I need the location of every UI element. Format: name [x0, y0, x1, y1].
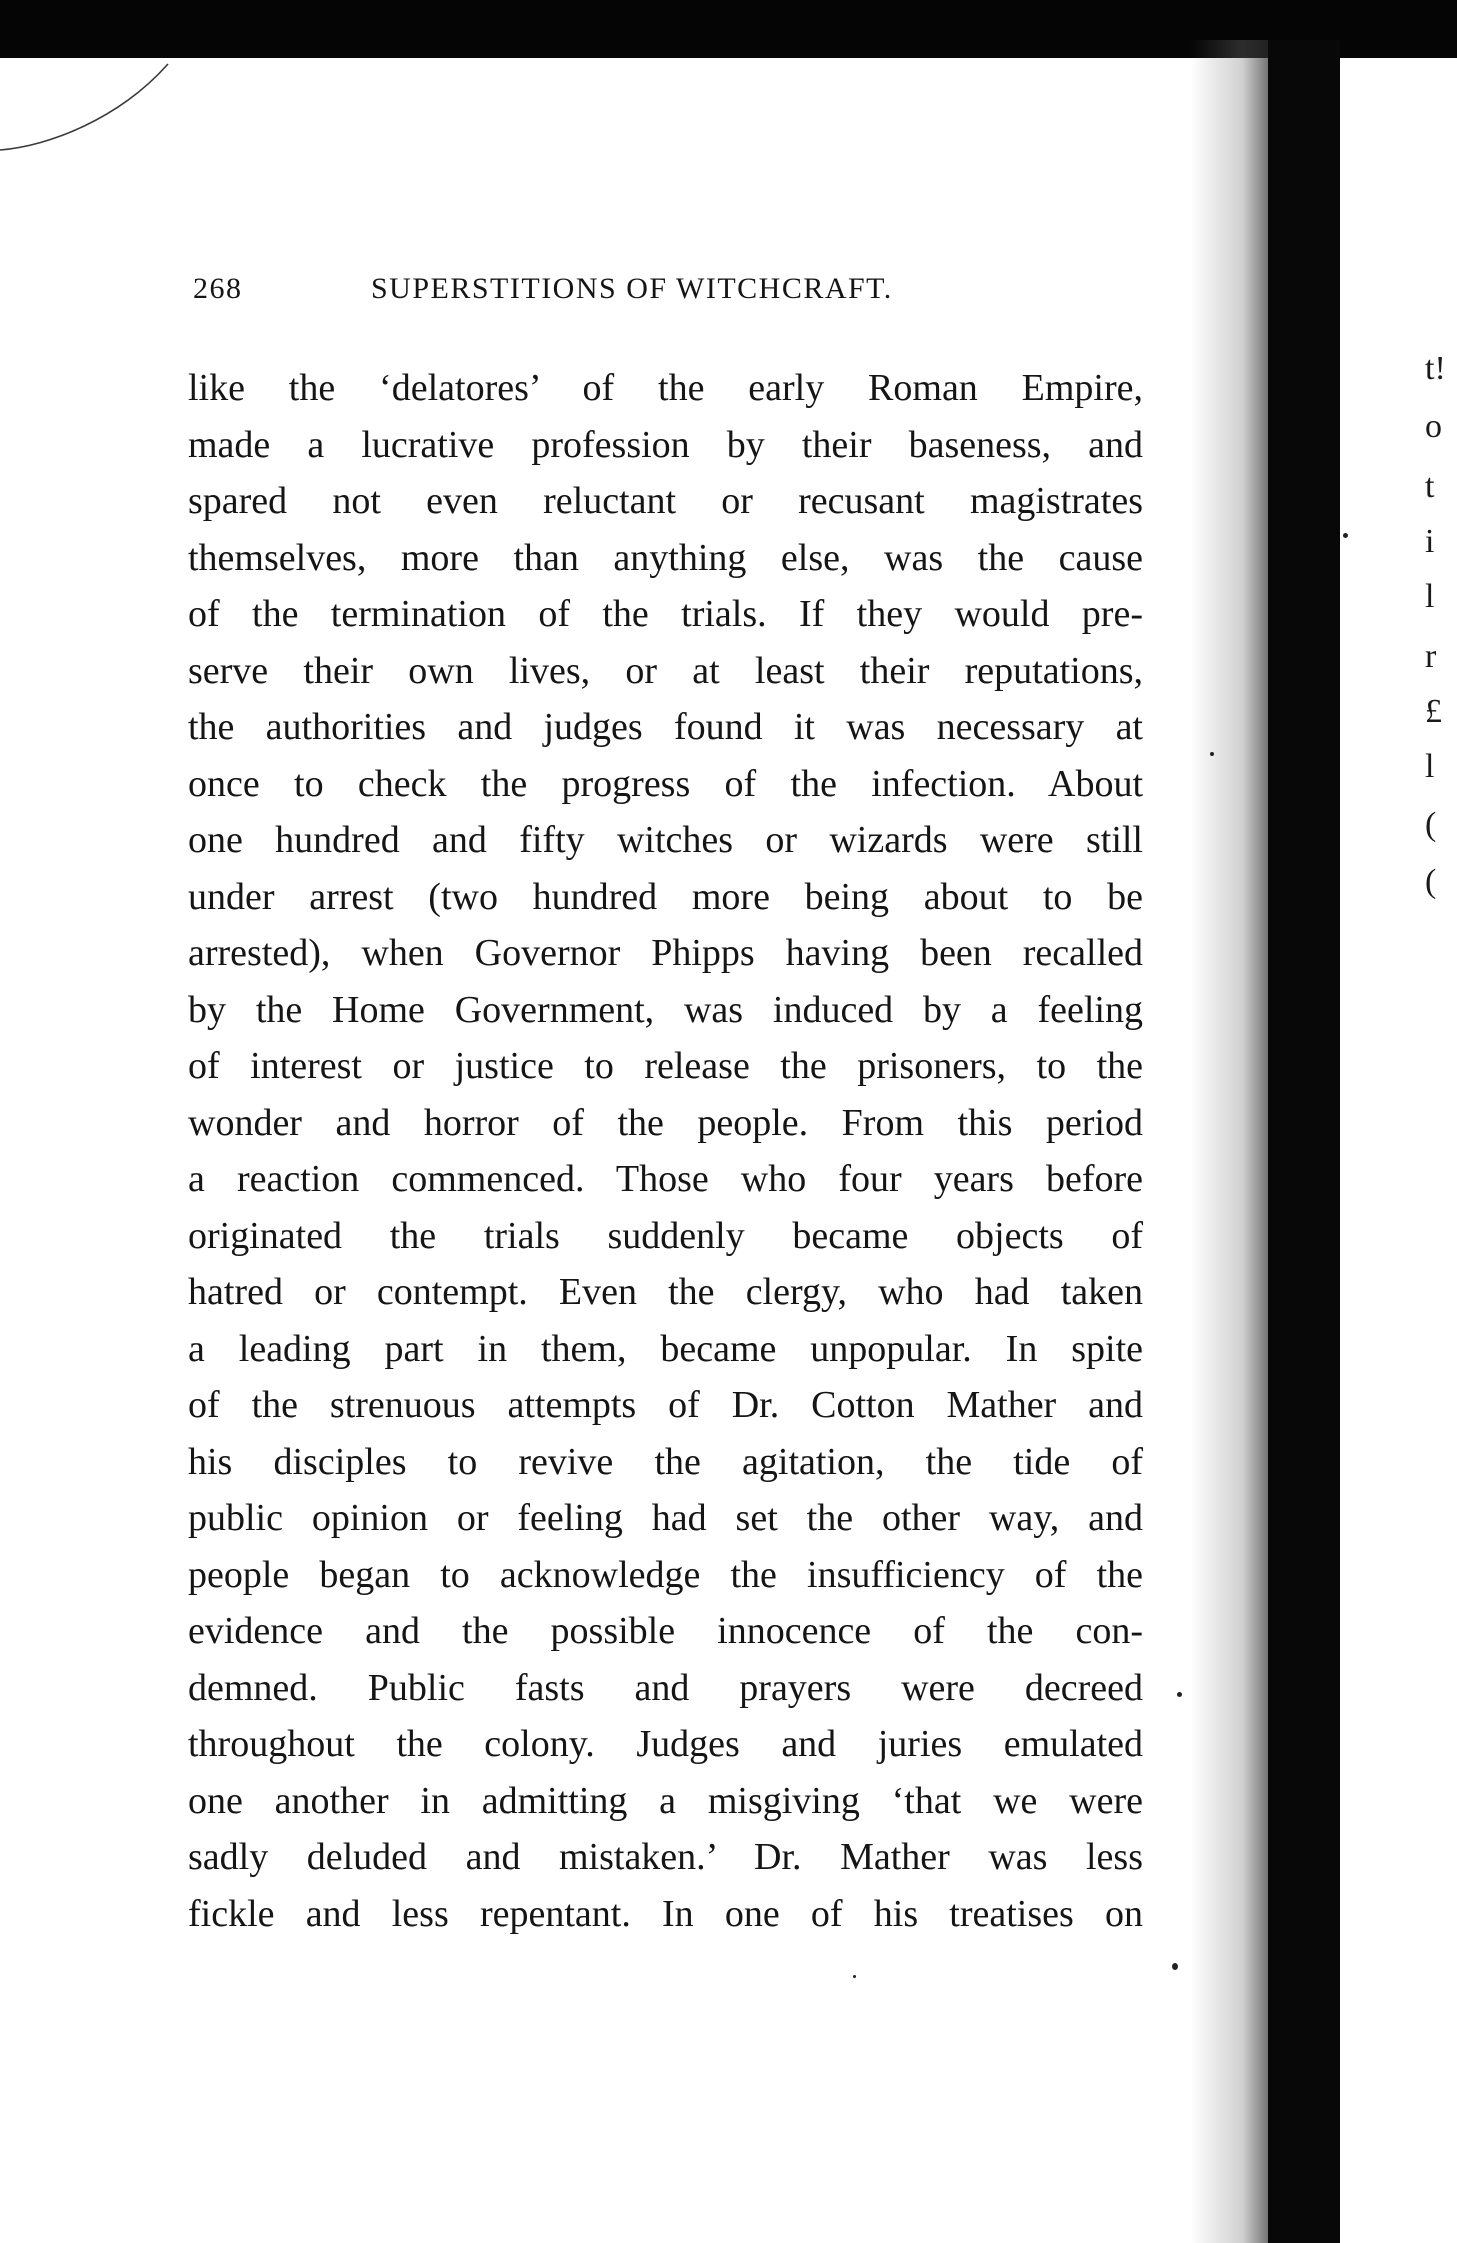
text-line: the authorities and judges found it was necessary at [188, 706, 1143, 748]
text-line: sadly deluded and mistaken.’ Dr. Mather was less [188, 1836, 1143, 1878]
text-line: originated the trials suddenly became objects of [188, 1214, 1143, 1257]
text-line: a leading part in them, became unpopular. In spite [188, 1327, 1143, 1370]
text-line: his disciples to revive the agitation, the tide of [188, 1440, 1143, 1483]
scan-speck [1177, 1692, 1182, 1697]
text-line: demned. Public fasts and prayers were decreed [188, 1666, 1143, 1709]
scan-speck [1210, 752, 1214, 756]
text-line: once to check the progress of the infection. About [188, 762, 1143, 805]
page-number: 268 [193, 272, 243, 305]
facing-page-fragment: t! [1425, 350, 1446, 387]
text-line: of the termination of the trials. If they would pre- [188, 593, 1143, 635]
book-gutter [1268, 40, 1340, 2243]
facing-page-fragment: l [1425, 578, 1435, 615]
text-line: serve their own lives, or at least their reputations, [188, 649, 1143, 692]
facing-page-fragment: ( [1425, 863, 1437, 900]
body-text [188, 360, 1143, 1942]
facing-page-fragment: t [1425, 468, 1435, 505]
scan-speck [1172, 1963, 1178, 1970]
text-line: arrested), when Governor Phipps having been recalled [188, 932, 1143, 974]
facing-page-fragment: ( [1425, 806, 1437, 843]
scan-speck [853, 1975, 856, 1978]
text-line: evidence and the possible innocence of the con- [188, 1610, 1143, 1652]
text-line: one another in admitting a misgiving ‘that we were [188, 1779, 1143, 1822]
text-line: of interest or justice to release the prisoners, to the [188, 1045, 1143, 1087]
text-line: made a lucrative profession by their baseness, and [188, 423, 1143, 466]
facing-page-fragment: o [1425, 408, 1442, 445]
facing-page-fragment: £ [1425, 693, 1442, 730]
text-line: one hundred and fifty witches or wizards were still [188, 819, 1143, 861]
facing-page-fragment: l [1425, 748, 1435, 785]
text-line: spared not even reluctant or recusant magistrates [188, 480, 1143, 522]
text-line: by the Home Government, was induced by a feeling [188, 988, 1143, 1031]
text-line: like the ‘delatores’ of the early Roman Empire, [188, 367, 1143, 409]
facing-page-fragment: i [1425, 523, 1435, 560]
text-line: themselves, more than anything else, was the cause [188, 536, 1143, 579]
text-line: public opinion or feeling had set the other way, and [188, 1497, 1143, 1539]
text-line: under arrest (two hundred more being about to be [188, 875, 1143, 918]
text-line: wonder and horror of the people. From this period [188, 1101, 1143, 1144]
text-line: of the strenuous attempts of Dr. Cotton Mather and [188, 1384, 1143, 1426]
text-line: a reaction commenced. Those who four years before [188, 1158, 1143, 1200]
text-line: throughout the colony. Judges and juries emulated [188, 1723, 1143, 1765]
text-line: hatred or contempt. Even the clergy, who had taken [188, 1271, 1143, 1313]
page-header [193, 272, 993, 312]
scan-speck [1343, 533, 1348, 538]
running-head: SUPERSTITIONS OF WITCHCRAFT. [371, 272, 893, 305]
facing-page-fragment: r [1425, 638, 1437, 675]
pencil-mark [0, 58, 200, 158]
text-line: fickle and less repentant. In one of his treatises on [188, 1892, 1143, 1935]
text-line: people began to acknowledge the insufficiency of the [188, 1553, 1143, 1596]
